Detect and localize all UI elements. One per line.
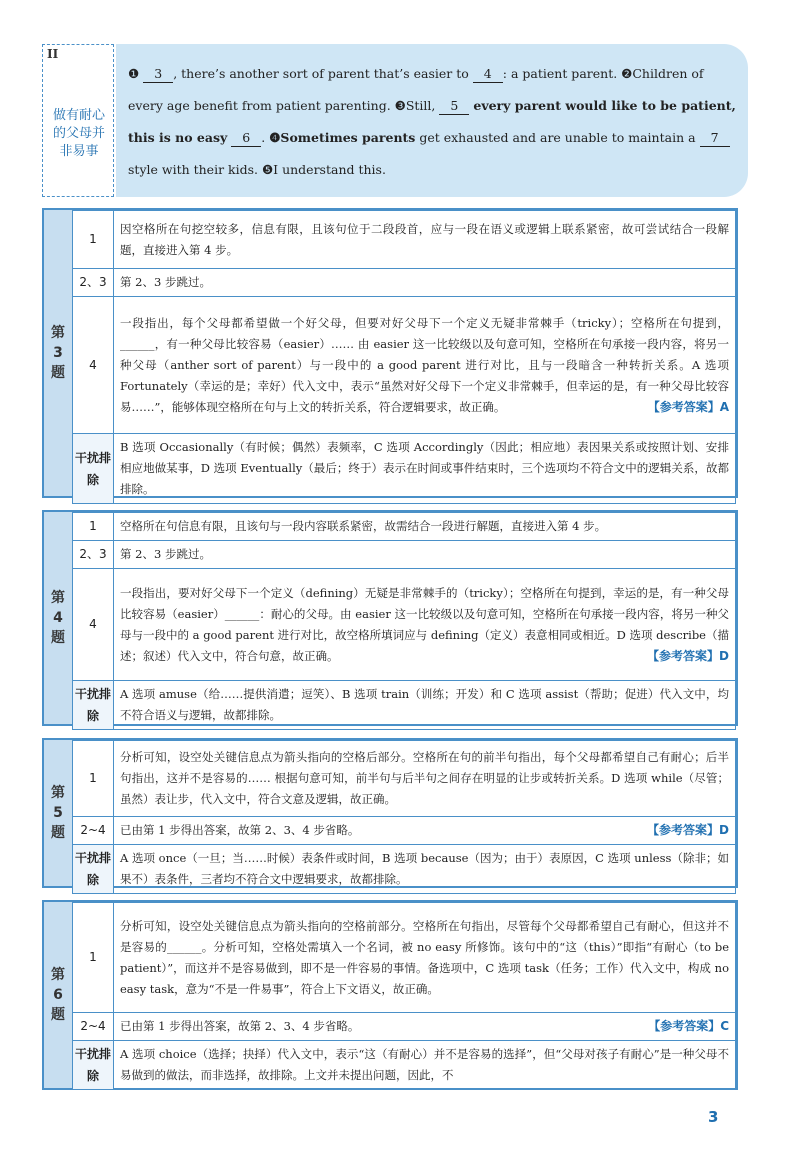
step-text: 第 2、3 步跳过。 (114, 541, 736, 569)
step-number: 2、3 (73, 269, 114, 297)
answer-badge: 【参考答案】D (647, 648, 729, 663)
passage-text (116, 44, 748, 197)
step-number: 2、3 (73, 541, 114, 569)
blank-3: 3 (143, 66, 173, 83)
passage-segment: get exhausted and are unable to maintain a (415, 130, 696, 145)
section-number: II (47, 47, 59, 61)
question-4-table (72, 512, 736, 730)
step-text: 分析可知，设空处关键信息点为箭头指向的空格后部分。空格所在句的前半句指出，每个父母都希望自己有耐心；后半句指出，这并不是容易的…… 根据句意可知，前半句与后半句之间存在明显的让步或转折关系。D 选项 while（尽管；虽然）表让步，代入文中，符合文意及逻辑，故正确。 (114, 741, 736, 817)
answer-badge: 【参考答案】A (647, 399, 729, 414)
question-6-block (42, 900, 738, 1090)
section-label: 做有耐心的父母并非易事 (52, 108, 105, 159)
passage-segment: , there’s another sort of parent that’s easier to (173, 66, 469, 81)
eliminate-text: A 选项 once（一旦；当……时候）表条件或时间，B 选项 because（因为；由于）表原因，C 选项 unless（除非；如果不）表条件，三者均不符合文中逻辑要求，故都排除。 (114, 845, 736, 894)
question-5-block (42, 738, 738, 888)
step-number: 1 (73, 513, 114, 541)
question-5-table (72, 740, 736, 894)
sentence-marker-1: ❶ (128, 66, 140, 81)
step-number: 2~4 (73, 817, 114, 845)
question-3-block (42, 208, 738, 498)
answer-badge: 【参考答案】C (648, 1019, 729, 1033)
step-text: 因空格所在句挖空较多，信息有限，且该句位于二段段首，应与一段在语义或逻辑上联系紧密，故可尝试结合一段解题，直接进入第 4 步。 (114, 211, 736, 269)
passage-segment: style with their kids. ❺I understand this. (128, 162, 386, 177)
blank-5: 5 (439, 98, 469, 115)
question-6-table (72, 902, 736, 1090)
step-number: 1 (73, 741, 114, 817)
passage-block (42, 44, 748, 197)
eliminate-label: 干扰排除 (73, 434, 114, 504)
passage-segment-bold: ❹Sometimes parents (269, 130, 416, 145)
step-text: 空格所在句信息有限，且该句与一段内容联系紧密，故需结合一段进行解题，直接进入第 4 步。 (114, 513, 736, 541)
step-text: 分析可知，设空处关键信息点为箭头指向的空格前部分。空格所在句指出，尽管每个父母都希望自己有耐心，但这并不是容易的______。分析可知，空格处需填入一个名词，被 no easy 所修饰。该句中的“这（this）”即指“有耐心（to be patient）”，而这并不是容易做到，即不是一件容易的事情。备选项中，C 选项 task（任务；工作）代入文中，构成 no easy task，意为“不是一件易事”，符合上下文语义，故正确。 (114, 903, 736, 1013)
step-text: 已由第 1 步得出答案，故第 2、3、4 步省略。 【参考答案】C (114, 1013, 736, 1041)
blank-7: 7 (700, 130, 730, 147)
eliminate-text: A 选项 amuse（给……提供消遣；逗笑）、B 选项 train（训练；开发）和 C 选项 assist（帮助；促进）代入文中，均不符合语义与逻辑，故都排除。 (114, 681, 736, 730)
passage-segment-bold: every parent would like to be patient, this is no easy (128, 98, 736, 145)
blank-6: 6 (231, 130, 261, 147)
question-4-block (42, 510, 738, 726)
step-number: 2~4 (73, 1013, 114, 1041)
eliminate-text: B 选项 Occasionally（有时候；偶然）表频率，C 选项 Accordingly（因此；相应地）表因果关系或按照计划、安排相应地做某事，D 选项 Eventually（最后；终于）表示在时间或事件结束时，三个选项均不符合文中的逻辑关系，故都排除。 (114, 434, 736, 504)
step-number: 4 (73, 297, 114, 434)
passage-segment: : a patient parent. ❷Children of every age benefit from patient parenting. ❸Still, (128, 66, 704, 113)
step-number: 1 (73, 211, 114, 269)
step-text: 一段指出，要对好父母下一个定义（defining）无疑是非常棘手的（tricky）；空格所在句提到，幸运的是，有一种父母比较容易（easier）______：耐心的父母。由 easier 这一比较级以及句意可知，空格所在句承接一段内容，将另一种父母与一段中的 a good parent 进行对比，故空格所填词应与 defining（定义）表意相同或相近。D 选项 describe（描述；叙述）代入文中，符合句意，故正确。 【参考答案】D (114, 569, 736, 681)
page-number: 3 (708, 1108, 719, 1126)
eliminate-text: A 选项 choice（选择；抉择）代入文中，表示“这（有耐心）并不是容易的选择”，但“父母对孩子有耐心”是一种父母不易做到的做法，而非选择，故排除。上文并未提出问题，因此，不 (114, 1041, 736, 1090)
eliminate-label: 干扰排除 (73, 681, 114, 730)
step-number: 4 (73, 569, 114, 681)
eliminate-label: 干扰排除 (73, 845, 114, 894)
blank-4: 4 (473, 66, 503, 83)
question-4-label: 第 4 题 (44, 512, 72, 724)
question-6-label: 第 6 题 (44, 902, 72, 1088)
question-3-label: 第 3 题 (44, 210, 72, 496)
step-number: 1 (73, 903, 114, 1013)
answer-badge: 【参考答案】D (647, 823, 729, 837)
passage-segment: . (261, 130, 270, 145)
step-text: 一段指出，每个父母都希望做一个好父母，但要对好父母下一个定义无疑非常棘手（tricky）；空格所在句提到，______，有一种父母比较容易（easier）…… 由 easier 这一比较级以及句意可知，空格所在句承接一段内容，将另一种父母（anther sort of parent）与一段中的 a good parent 进行对比，且与一段暗含一种转折关系。A 选项 Fortunately（幸运的是；幸好）代入文中，表示“虽然对好父母下一个定义非常棘手，但幸运的是，有一种父母比较容易……”，能够体现空格所在句与上文的转折关系，符合逻辑要求，故正确。 【参考答案】A (114, 297, 736, 434)
section-marker (42, 44, 114, 197)
step-text: 已由第 1 步得出答案，故第 2、3、4 步省略。 【参考答案】D (114, 817, 736, 845)
eliminate-label: 干扰排除 (73, 1041, 114, 1090)
step-text: 第 2、3 步跳过。 (114, 269, 736, 297)
question-5-label: 第 5 题 (44, 740, 72, 886)
question-3-table (72, 210, 736, 504)
